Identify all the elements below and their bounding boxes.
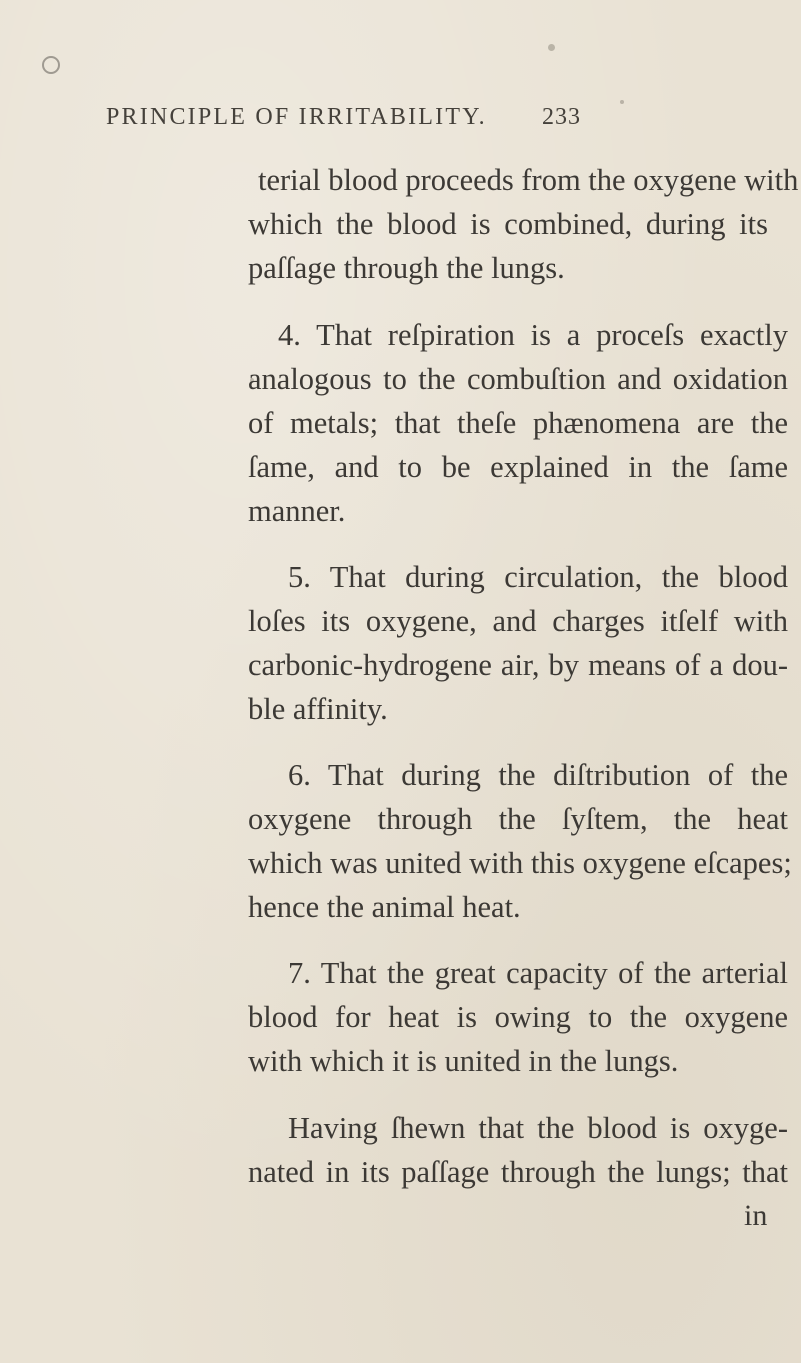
text-line: of metals; that theſe phænomena are the: [248, 406, 788, 440]
text-line: which was united with this oxygene eſcapes;: [248, 846, 792, 880]
text-line: Having ſhewn that the blood is oxyge-: [288, 1111, 788, 1145]
text-line: loſes its oxygene, and charges itſelf with: [248, 604, 788, 638]
catchword: in: [744, 1199, 768, 1232]
text-line: 7. That the great capacity of the arterial: [288, 956, 788, 990]
text-line: nated in its paſſage through the lungs; that: [248, 1155, 788, 1189]
text-line: blood for heat is owing to the oxygene: [248, 1000, 788, 1034]
text-line: hence the animal heat.: [248, 890, 521, 924]
text-line: oxygene through the ſyſtem, the heat: [248, 802, 788, 836]
text-line: manner.: [248, 494, 346, 528]
text-line: paſſage through the lungs.: [248, 251, 565, 285]
text-line: ble affinity.: [248, 692, 388, 726]
text-line: analogous to the combuſtion and oxidation: [248, 362, 788, 396]
running-title: PRINCIPLE OF IRRITABILITY.: [106, 104, 487, 130]
text-line: 6. That during the diſtribution of the: [288, 758, 788, 792]
text-line: carbonic-hydrogene air, by means of a dou-: [248, 648, 788, 682]
text-line: with which it is united in the lungs.: [248, 1044, 679, 1078]
text-line: which the blood is combined, during its: [248, 207, 768, 241]
text-line: 4. That reſpiration is a proceſs exactly: [278, 318, 788, 352]
page-number: 233: [542, 104, 581, 130]
text-line: 5. That during circulation, the blood: [288, 560, 788, 594]
text-line: terial blood proceeds from the oxygene with: [258, 163, 799, 197]
text-line: ſame, and to be explained in the ſame: [248, 450, 788, 484]
